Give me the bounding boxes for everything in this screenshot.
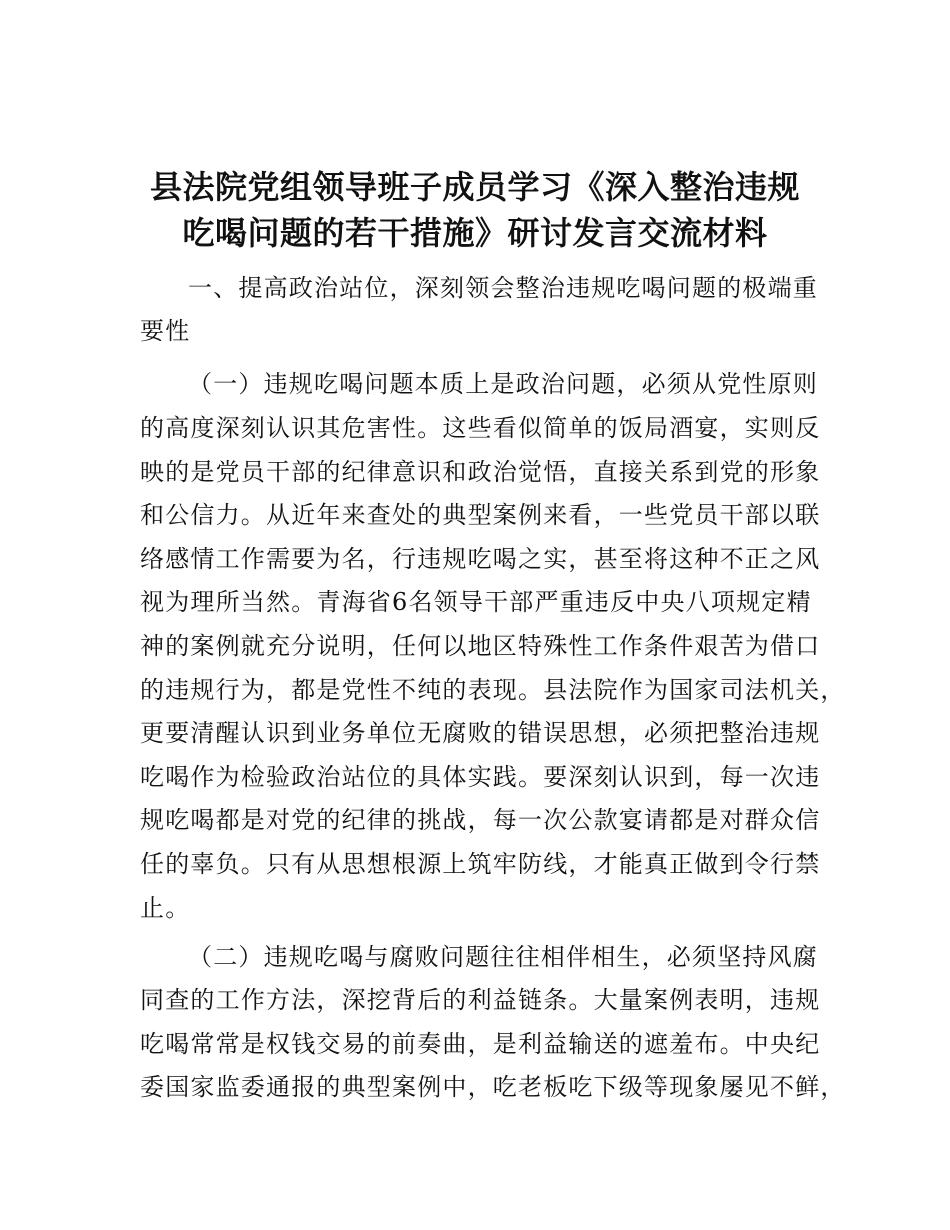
para1-line-4: 和公信力。从近年来查处的典型案例来看，一些党员干部以联 [140, 501, 821, 529]
para1-line-7: 神的案例就充分说明，任何以地区特殊性工作条件艰苦为借口 [140, 632, 821, 660]
para1-line-12: 任的辜负。只有从思想根源上筑牢防线，才能真正做到令行禁 [140, 850, 821, 878]
para1-line-8: 的违规行为，都是党性不纯的表现。县法院作为国家司法机关， [140, 676, 846, 704]
para1-line-6: 视为理所当然。青海省6名领导干部严重违反中央八项规定精 [140, 588, 812, 616]
document-title-line-2: 吃喝问题的若干措施》研讨发言交流材料 [182, 214, 768, 252]
para2-line-3: 吃喝常常是权钱交易的前奏曲，是利益输送的遮羞布。中央纪 [140, 1030, 821, 1058]
section-heading-line-2: 要性 [140, 317, 191, 345]
para1-line-2: 的高度深刻认识其危害性。这些看似简单的饭局酒宴，实则反 [140, 414, 821, 442]
section-heading-line-1: 一、提高政治站位，深刻领会整治违规吃喝问题的极端重 [188, 274, 818, 302]
para1-line-11: 规吃喝都是对党的纪律的挑战，每一次公款宴请都是对群众信 [140, 806, 821, 834]
para2-line-4: 委国家监委通报的典型案例中，吃老板吃下级等现象屡见不鲜， [140, 1073, 846, 1101]
para1-line-5: 络感情工作需要为名，行违规吃喝之实，甚至将这种不正之风 [140, 545, 821, 573]
para2-line-1: （二）违规吃喝与腐败问题往往相伴相生，必须坚持风腐 [188, 943, 818, 971]
para1-line-10: 吃喝作为检验政治站位的具体实践。要深刻认识到，每一次违 [140, 763, 821, 791]
para1-line-3: 映的是党员干部的纪律意识和政治觉悟，直接关系到党的形象 [140, 458, 821, 486]
para1-line-1: （一）违规吃喝问题本质上是政治问题，必须从党性原则 [188, 370, 818, 398]
para1-line-13: 止。 [140, 894, 191, 922]
para2-line-2: 同查的工作方法，深挖背后的利益链条。大量案例表明，违规 [140, 986, 821, 1014]
document-title-line-1: 县法院党组领导班子成员学习《深入整治违规 [149, 168, 800, 206]
para1-line-9: 更要清醒认识到业务单位无腐败的错误思想，必须把整治违规 [140, 719, 821, 747]
